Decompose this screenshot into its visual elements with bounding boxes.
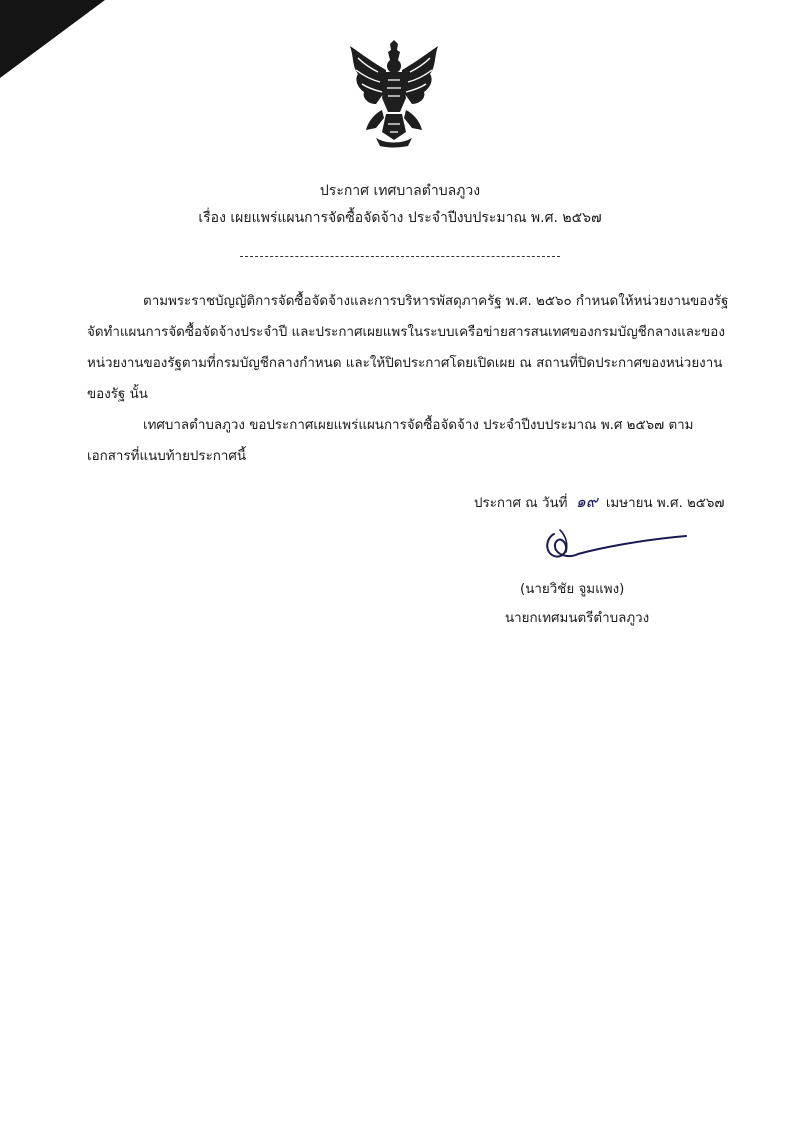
date-suffix: เมษายน พ.ศ. ๒๕๖๗ [605, 496, 725, 511]
signer-position: นายกเทศมนตรีตำบลภูวง [505, 611, 650, 626]
paragraph1-line4: ของรัฐ นั้น [87, 387, 148, 402]
signer-name: (นายวิชัย จูมแพง) [520, 582, 625, 597]
paragraph1-line3: หน่วยงานของรัฐตามที่กรมบัญชีกลางกำหนด และให้ปิดประกาศโดยเปิดเผย ณ สถานที่ปิดประกาศของหน่วยงาน [87, 356, 723, 371]
announcement-title: ประกาศ เทศบาลตำบลภูวง [319, 183, 481, 199]
date-day: ๑๙ [575, 492, 598, 511]
announcement-date [474, 490, 725, 515]
date-prefix: ประกาศ ณ วันที่ [474, 496, 568, 511]
paragraph1-line1: ตามพระราชบัญญัติการจัดซื้อจัดจ้างและการบริหารพัสดุภาครัฐ พ.ศ. ๒๕๖๐ กำหนดให้หน่วยงานของรัฐ [143, 294, 729, 309]
scan-corner-shadow [0, 0, 105, 78]
dashed-divider [240, 256, 560, 257]
handwritten-signature [540, 526, 690, 566]
garuda-emblem-icon [346, 40, 442, 148]
paragraph1-line2: จัดทำแผนการจัดซื้อจัดจ้างประจำปี และประกาศเผยแพรในระบบเครือข่ายสารสนเทศของกรมบัญชีกลางและของ [87, 325, 725, 340]
announcement-subject: เรื่อง เผยแพร่แผนการจัดซื้อจัดจ้าง ประจำปีงบประมาณ พ.ศ. ๒๕๖๗ [198, 210, 602, 226]
paragraph2-line1: เทศบาลตำบลภูวง ขอประกาศเผยแพร่แผนการจัดซื้อจัดจ้าง ประจำปีงบประมาณ พ.ศ ๒๕๖๗ ตาม [143, 418, 694, 433]
paragraph2-line2: เอกสารที่แนบท้ายประกาศนี้ [87, 449, 247, 464]
